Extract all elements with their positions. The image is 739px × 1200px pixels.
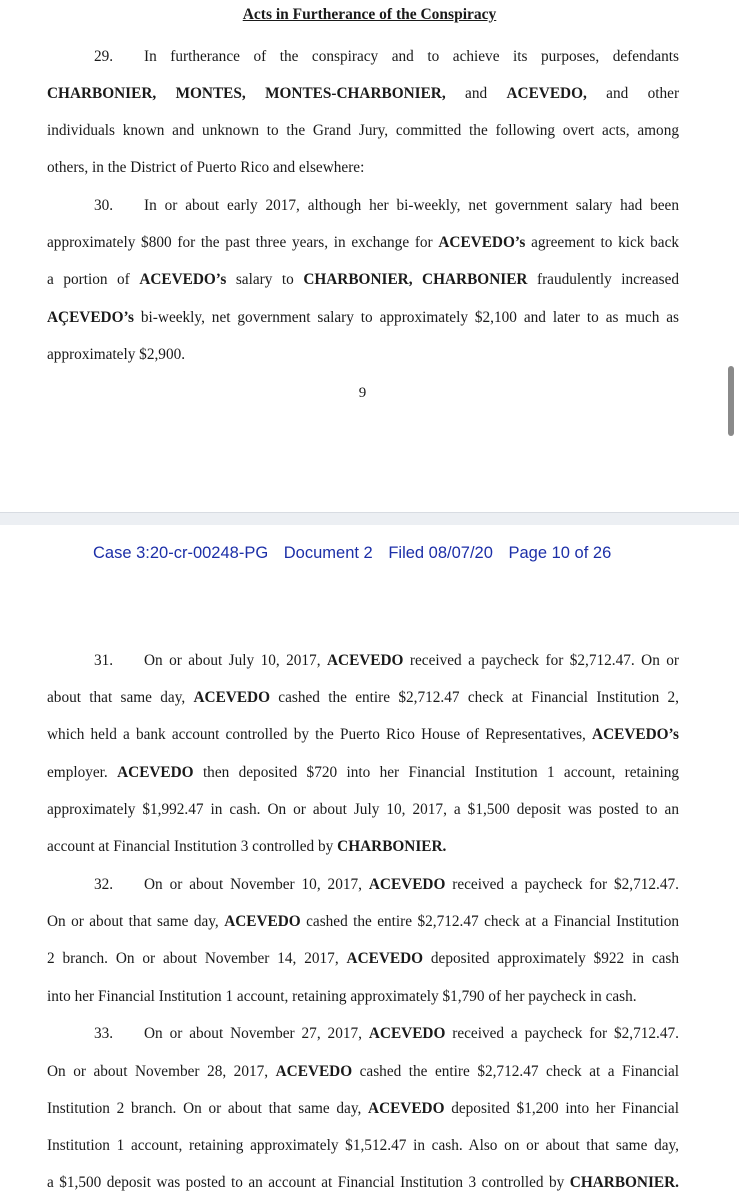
- paragraph-31-line-3: which held a bank account controlled by the Puerto Rico House of Representatives, ACEVEDO’s: [47, 726, 680, 743]
- paragraph-32-line-1: 32. On or about November 10, 2017, ACEVEDO received a paycheck for $2,712.47.: [94, 876, 679, 893]
- page-separator: [0, 512, 739, 526]
- paragraph-31-line-2: about that same day, ACEVEDO cashed the entire $2,712.47 check at Financial Institution 2,: [47, 689, 680, 706]
- filed-date: Filed 08/07/20: [388, 544, 493, 562]
- defendant-name: CHARBONIER,: [47, 85, 157, 102]
- paragraph-number: 31.: [94, 652, 114, 669]
- paragraph-29-line-2: CHARBONIER, MONTES, MONTES-CHARBONIER, and ACEVEDO, and other: [47, 85, 680, 102]
- paragraph-number: 33.: [94, 1025, 114, 1042]
- defendant-name: MONTES,: [175, 85, 246, 102]
- paragraph-number: 30.: [94, 197, 114, 214]
- paragraph-29-line-1: 29. In furtherance of the conspiracy and to achieve its purposes, defendants: [94, 48, 679, 65]
- paragraph-29-line-3: individuals known and unknown to the Grand Jury, committed the following overt acts, among: [47, 122, 679, 139]
- page-number: 9: [358, 385, 367, 401]
- paragraph-number: 29.: [94, 48, 114, 65]
- paragraph-29-line-4: others, in the District of Puerto Rico and elsewhere:: [47, 159, 365, 176]
- paragraph-33-line-4: Institution 1 account, retaining approximately $1,512.47 in cash. Also on or about that same day,: [47, 1137, 679, 1154]
- document-page-10: [0, 525, 739, 1200]
- paragraph-30-line-4: AÇEVEDO’s bi-weekly, net government salary to approximately $2,100 and later to as much as: [47, 309, 680, 326]
- paragraph-33-line-3: Institution 2 branch. On or about that same day, ACEVEDO deposited $1,200 into her Financial: [47, 1100, 679, 1117]
- paragraph-31-line-4: employer. ACEVEDO then deposited $720 into her Financial Institution 1 account, retaining: [47, 764, 680, 781]
- paragraph-33-line-5: a $1,500 deposit was posted to an account at Financial Institution 3 controlled by CHARBONIER.: [47, 1174, 679, 1191]
- scrollbar-thumb[interactable]: [728, 366, 734, 436]
- paragraph-33-line-1: 33. On or about November 27, 2017, ACEVEDO received a paycheck for $2,712.47.: [94, 1025, 679, 1042]
- case-number: Case 3:20-cr-00248-PG: [93, 544, 269, 562]
- page-count: Page 10 of 26: [508, 544, 612, 562]
- paragraph-30-line-5: approximately $2,900.: [47, 346, 186, 363]
- defendant-name: ACEVEDO,: [506, 85, 587, 102]
- paragraph-30-line-1: 30. In or about early 2017, although her bi-weekly, net government salary had been: [94, 197, 679, 214]
- paragraph-32-line-4: into her Financial Institution 1 account, retaining approximately $1,790 of her paycheck in cash.: [47, 988, 637, 1005]
- document-number: Document 2: [283, 544, 373, 562]
- paragraph-30-line-2: approximately $800 for the past three years, in exchange for ACEVEDO’s agreement to kick back: [47, 234, 680, 251]
- paragraph-number: 32.: [94, 876, 114, 893]
- document-page-9: [0, 0, 739, 512]
- paragraph-33-line-2: On or about November 28, 2017, ACEVEDO cashed the entire $2,712.47 check at a Financial: [47, 1063, 679, 1080]
- paragraph-31-line-1: 31. On or about July 10, 2017, ACEVEDO received a paycheck for $2,712.47. On or: [94, 652, 680, 669]
- paragraph-30-line-3: a portion of ACEVEDO’s salary to CHARBONIER, CHARBONIER fraudulently increased: [47, 271, 680, 288]
- paragraph-31-line-5: approximately $1,992.47 in cash. On or about July 10, 2017, a $1,500 deposit was posted to an: [47, 801, 679, 818]
- paragraph-32-line-3: 2 branch. On or about November 14, 2017, ACEVEDO deposited approximately $922 in cash: [47, 950, 680, 967]
- case-header: [93, 544, 622, 563]
- defendant-name: MONTES-CHARBONIER,: [265, 85, 446, 102]
- paragraph-32-line-2: On or about that same day, ACEVEDO cashed the entire $2,712.47 check at a Financial Institution: [47, 913, 680, 930]
- section-heading: Acts in Furtherance of the Conspiracy: [242, 6, 497, 23]
- paragraph-31-line-6: account at Financial Institution 3 controlled by CHARBONIER.: [47, 838, 447, 855]
